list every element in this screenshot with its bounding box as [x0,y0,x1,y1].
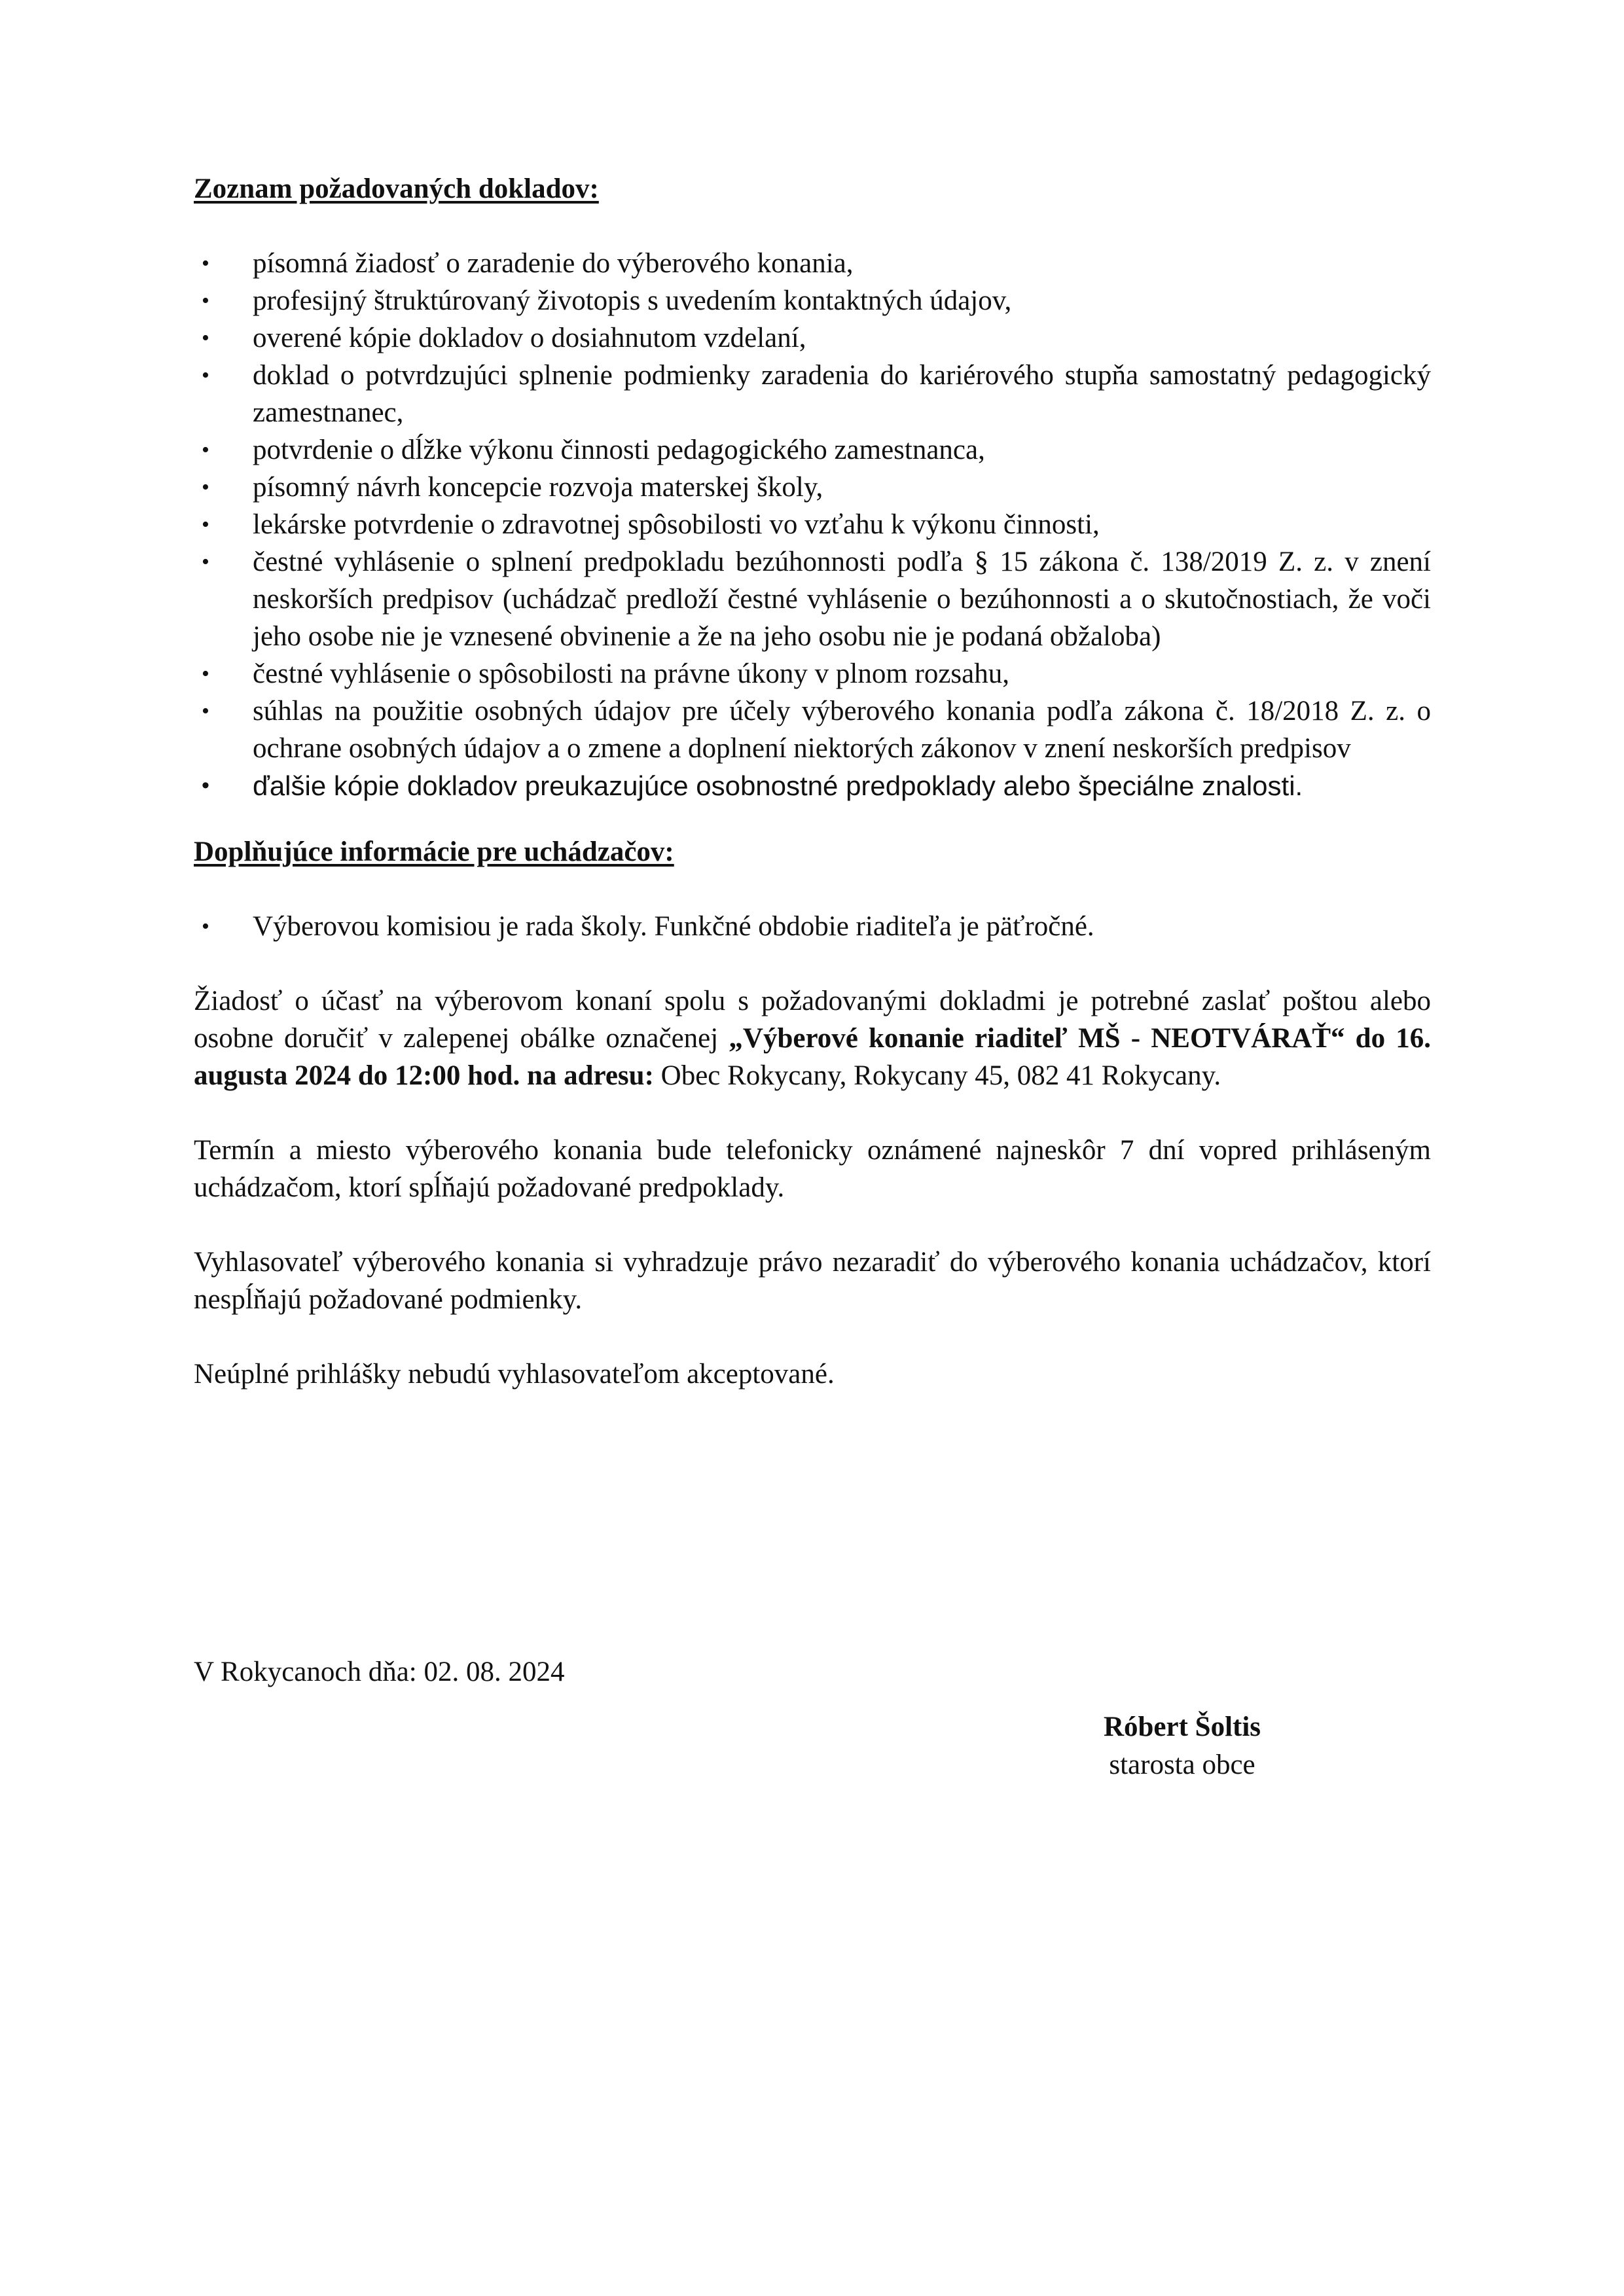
list-item: • profesijný štruktúrovaný životopis s uvedením kontaktných údajov, [194,282,1431,319]
submission-paragraph [194,982,1431,1094]
required-documents-list [194,245,1431,804]
reservation-paragraph: Vyhlasovateľ výberového konania si vyhradzuje právo nezaradiť do výberového konania uchádzačov, ktorí nespĺňajú požadované podmienky. [194,1247,1431,1315]
date-line: V Rokycanoch dňa: 02. 08. 2024 [194,1657,565,1687]
list-item: • čestné vyhlásenie o spôsobilosti na právne úkony v plnom rozsahu, [194,655,1431,692]
list-item: • potvrdenie o dĺžke výkonu činnosti pedagogického zamestnanca, [194,431,1431,469]
list-item: • overené kópie dokladov o dosiahnutom vzdelaní, [194,319,1431,357]
term-paragraph: Termín a miesto výberového konania bude telefonicky oznámené najneskôr 7 dní vopred prihláseným uchádzačom, ktorí spĺňajú požadované predpoklady. [194,1135,1431,1203]
list-item: • súhlas na použitie osobných údajov pre účely výberového konania podľa zákona č. 18/2018 Z. z. o ochrane osobných údajov a o zmene a doplnení niektorých zákonov v znení neskorších predpisov [194,692,1431,767]
additional-info-heading: Doplňujúce informácie pre uchádzačov: [194,836,674,867]
incomplete-paragraph: Neúplné prihlášky nebudú vyhlasovateľom akceptované. [194,1359,835,1390]
additional-info-section [194,833,1431,945]
list-item: • čestné vyhlásenie o splnení predpokladu bezúhonnosti podľa § 15 zákona č. 138/2019 Z. z. v znení neskorších predpisov (uchádzač predloží čestné vyhlásenie o bezúhonnosti a o skutočnostiach, že voči jeho osobe nie je vznesené obvinenie a že na jeho osobu nie je podaná obžaloba) [194,543,1431,655]
required-documents-heading: Zoznam požadovaných dokladov: [194,173,599,204]
document-body [194,170,1431,1393]
list-item: • doklad o potvrdzujúci splnenie podmienky zaradenia do kariérového stupňa samostatný pedagogický zamestnanec, [194,357,1431,431]
submission-address: Obec Rokycany, Rokycany 45, 082 41 Rokycany. [653,1060,1221,1091]
submission-text-before: Žiadosť o účasť na výberovom konaní spolu s požadovanými dokladmi je potrebné zaslať poštou alebo osobne doručiť v zalepenej obálke označenej [194,986,1431,1054]
list-item: • lekárske potvrdenie o zdravotnej spôsobilosti vo vzťahu k výkonu činnosti, [194,506,1431,543]
list-item: • Výberovou komisiou je rada školy. Funkčné obdobie riaditeľa je päťročné. [194,908,1431,945]
list-item: • písomný návrh koncepcie rozvoja materskej školy, [194,469,1431,506]
submission-bold-text: „Výberové konanie riaditeľ MŠ - NEOTVÁRAŤ“ do 16. augusta 2024 do 12:00 hod. na adresu: [194,1023,1432,1091]
list-item: • ďalšie kópie dokladov preukazujúce osobnostné predpoklady alebo špeciálne znalosti. [194,767,1431,804]
signature-block [1084,1708,1280,1784]
signatory-title: starosta obce [1109,1749,1255,1780]
additional-info-list [194,908,1431,945]
list-item: • písomná žiadosť o zaradenie do výberového konania, [194,245,1431,282]
signatory-name: Róbert Šoltis [1103,1712,1261,1742]
